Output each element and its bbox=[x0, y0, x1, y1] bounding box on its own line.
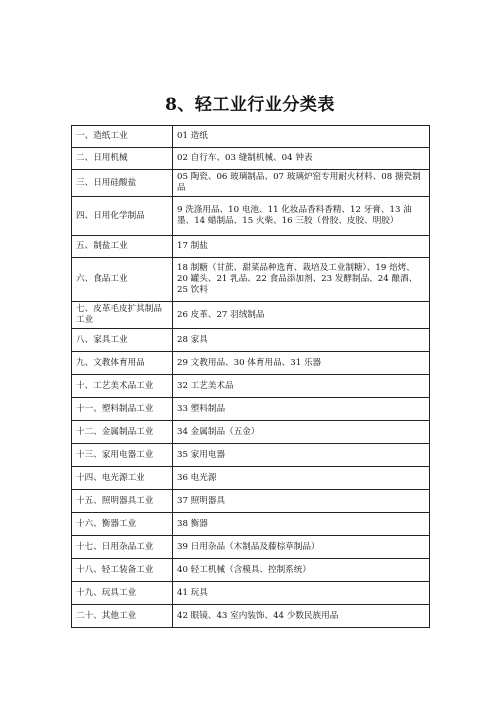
table-row bbox=[72, 490, 430, 513]
details-cell: 17 制盐 bbox=[173, 236, 430, 258]
details-cell: 34 金属制品（五金） bbox=[173, 421, 430, 444]
table-row bbox=[72, 582, 430, 605]
table-row bbox=[72, 170, 430, 197]
category-cell: 十八、轻工装备工业 bbox=[72, 559, 173, 582]
category-cell: 九、文教体育用品 bbox=[72, 352, 173, 375]
details-cell: 41 玩具 bbox=[173, 582, 430, 605]
category-cell: 二十、其他工业 bbox=[72, 605, 173, 628]
details-cell: 28 家具 bbox=[173, 329, 430, 352]
details-cell: 40 轻工机械（含模具、控制系统） bbox=[173, 559, 430, 582]
table-row bbox=[72, 352, 430, 375]
details-cell: 29 文教用品、30 体育用品、31 乐器 bbox=[173, 352, 430, 375]
table-row bbox=[72, 126, 430, 148]
details-cell: 01 造纸 bbox=[173, 126, 430, 148]
table-row bbox=[72, 513, 430, 536]
category-cell: 十七、日用杂品工业 bbox=[72, 536, 173, 559]
details-cell: 9 洗涤用品、10 电池、11 化妆品香料香精、12 牙膏、13 油墨、14 蜡制品、15 火柴、16 三胶（骨胶、皮胶、明胶） bbox=[173, 197, 430, 236]
details-cell: 26 皮革、27 羽绒制品 bbox=[173, 302, 430, 329]
table-row bbox=[72, 559, 430, 582]
details-cell: 32 工艺美术品 bbox=[173, 375, 430, 398]
table-row bbox=[72, 148, 430, 170]
category-cell: 四、日用化学制品 bbox=[72, 197, 173, 236]
details-cell: 36 电光源 bbox=[173, 467, 430, 490]
table-row bbox=[72, 375, 430, 398]
page-title: 8、轻工业行业分类表 bbox=[165, 95, 335, 115]
details-cell: 35 家用电器 bbox=[173, 444, 430, 467]
industry-classification-table bbox=[71, 125, 430, 628]
category-cell: 十一、塑料制品工业 bbox=[72, 398, 173, 421]
category-cell: 十四、电光源工业 bbox=[72, 467, 173, 490]
table-row bbox=[72, 197, 430, 236]
details-cell: 37 照明器具 bbox=[173, 490, 430, 513]
table-row bbox=[72, 398, 430, 421]
table-row bbox=[72, 236, 430, 258]
category-cell: 一、造纸工业 bbox=[72, 126, 173, 148]
category-cell: 二、日用机械 bbox=[72, 148, 173, 170]
details-cell: 33 塑料制品 bbox=[173, 398, 430, 421]
table-row bbox=[72, 258, 430, 302]
table-row bbox=[72, 605, 430, 628]
category-cell: 十、工艺美术品工业 bbox=[72, 375, 173, 398]
table-row bbox=[72, 467, 430, 490]
table-row bbox=[72, 329, 430, 352]
category-cell: 十六、衡器工业 bbox=[72, 513, 173, 536]
table-row bbox=[72, 302, 430, 329]
category-cell: 十二、金属制品工业 bbox=[72, 421, 173, 444]
category-cell: 八、家具工业 bbox=[72, 329, 173, 352]
details-cell: 42 眼镜、43 室内装饰、44 少数民族用品 bbox=[173, 605, 430, 628]
category-cell: 十五、照明器具工业 bbox=[72, 490, 173, 513]
category-cell: 六、食品工业 bbox=[72, 258, 173, 302]
category-cell: 十九、玩具工业 bbox=[72, 582, 173, 605]
table-row bbox=[72, 536, 430, 559]
category-cell: 七、皮革毛皮扩其制品工业 bbox=[72, 302, 173, 329]
details-cell: 39 日用杂品（木制品及藤棕草制品） bbox=[173, 536, 430, 559]
details-cell: 18 制糖（甘蔗、甜菜品种选育、栽培及工业制糖）、19 焙烤、20 罐头、21 乳品、22 食品添加剂、23 发酵制品、24 酿酒、25 饮料 bbox=[173, 258, 430, 302]
category-cell: 五、制盐工业 bbox=[72, 236, 173, 258]
table-row bbox=[72, 421, 430, 444]
details-cell: 05 陶瓷、06 玻璃制品、07 玻璃炉窑专用耐火材料、08 搪瓷制品 bbox=[173, 170, 430, 197]
details-cell: 02 自行车、03 缝制机械、04 钟表 bbox=[173, 148, 430, 170]
category-cell: 十三、家用电器工业 bbox=[72, 444, 173, 467]
category-cell: 三、日用硅酸盐 bbox=[72, 170, 173, 197]
details-cell: 38 衡器 bbox=[173, 513, 430, 536]
table-row bbox=[72, 444, 430, 467]
